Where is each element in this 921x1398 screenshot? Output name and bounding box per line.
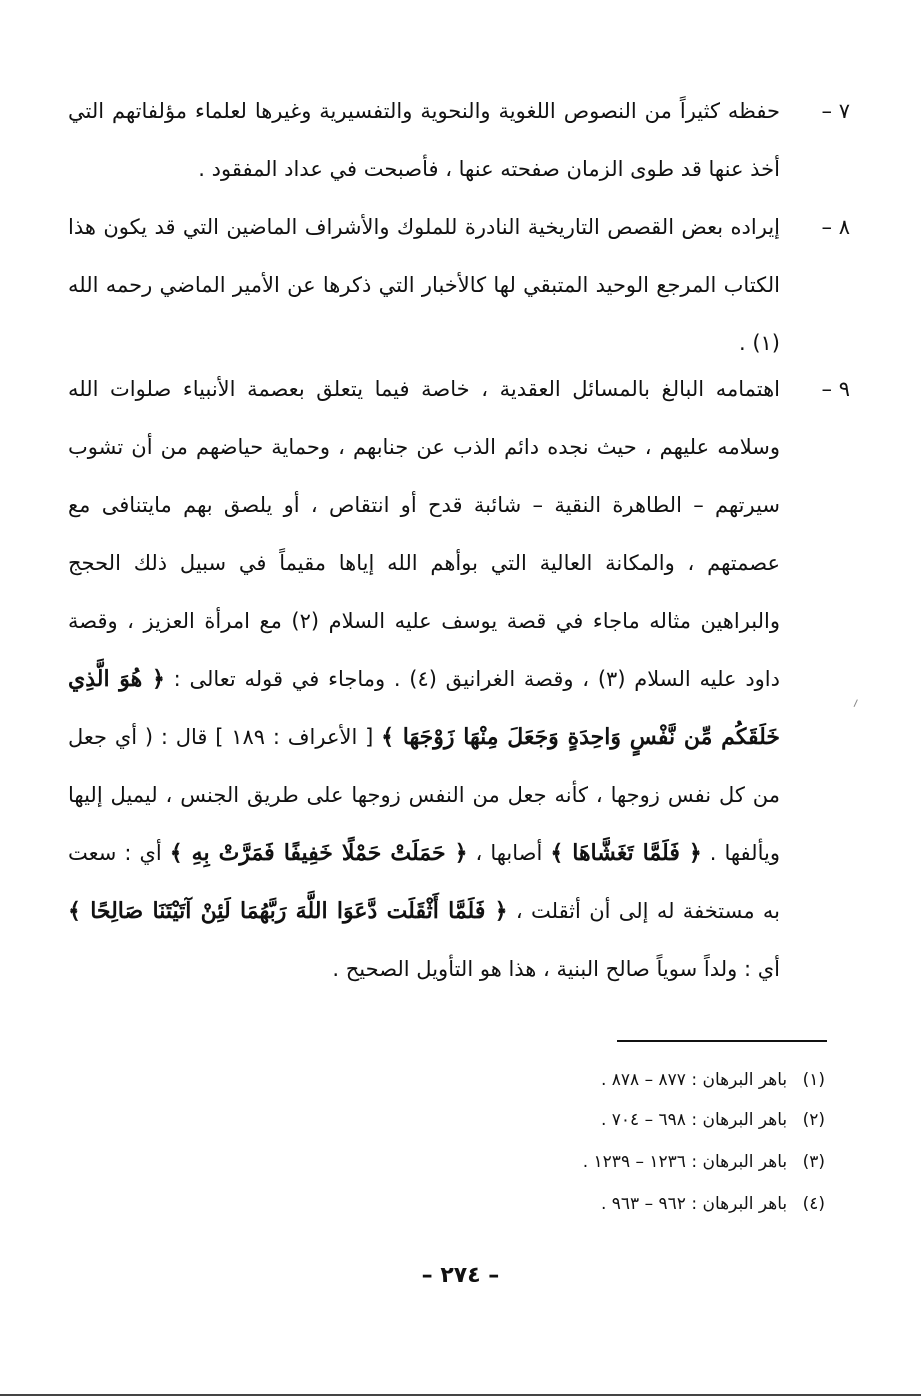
footnote-number: (٣) bbox=[802, 1152, 825, 1172]
stray-mark bbox=[854, 699, 862, 708]
footnote-4 bbox=[601, 1192, 825, 1216]
scan-edge-line bbox=[0, 1394, 921, 1396]
footnote-divider bbox=[617, 1040, 827, 1042]
quran-verse: ﴿ حَمَلَتْ حَمْلًا خَفِيفًا فَمَرَّتْ بِهِ ﴾ bbox=[169, 840, 468, 866]
list-item-8 bbox=[68, 198, 850, 372]
item-number: ٧ – bbox=[821, 99, 850, 123]
footnote-2 bbox=[601, 1108, 825, 1132]
item-number: ٨ – bbox=[821, 215, 850, 239]
item-text: إيراده بعض القصص التاريخية النادرة للملوك والأشراف الماضين التي قد يكون هذا الكتاب المرجع الوحيد المتبقي لها كالأخبار التي ذكرها عن الأمير الماضي رحمه الله (١) . bbox=[68, 215, 780, 355]
footnote-number: (٢) bbox=[802, 1110, 825, 1130]
list-item-7 bbox=[68, 82, 850, 198]
item-text: [ الأعراف : ١٨٩ ] قال : ( أي جعل من كل نفس زوجها ، كأنه جعل من النفس زوجها على طريق الجنس ، ليميل إليها ويألفها . bbox=[68, 725, 780, 865]
footnote-3 bbox=[583, 1150, 825, 1174]
quran-verse: ﴿ فَلَمَّا أَثْقَلَت دَّعَوَا اللَّهَ رَبَّهُمَا لَئِنْ آتَيْتَنَا صَالِحًا ﴾ bbox=[68, 898, 508, 924]
footnote-1 bbox=[601, 1068, 825, 1092]
footnote-text: باهر البرهان : ٩٦٢ – ٩٦٣ . bbox=[600, 1194, 788, 1214]
footnote-number: (١) bbox=[802, 1070, 825, 1090]
item-text: اهتمامه البالغ بالمسائل العقدية ، خاصة فيما يتعلق بعصمة الأنبياء صلوات الله وسلامه عليهم ، حيث نجده دائم الذب عن جنابهم ، وحماية حياضهم من أن تشوب سيرتهم – الطاهرة النقية – شائبة قدح أو انتقاص ، أو يلصق بهم مايتنافى مع عصمتهم ، والمكانة العالية التي بوأهم الله إياها مقيماً في سبيل ذلك الحجج والبراهين مثاله ماجاء في قصة يوسف عليه السلام (٢) مع امرأة العزيز ، وقصة داود عليه السلام (٣) ، وقصة الغرانيق (٤) . وماجاء في قوله تعالى : bbox=[68, 377, 780, 691]
item-text: أصابها ، bbox=[475, 841, 543, 865]
footnote-text: باهر البرهان : ٦٩٨ – ٧٠٤ . bbox=[600, 1110, 788, 1130]
item-text: أي : ولداً سوياً صالح البنية ، هذا هو التأويل الصحيح . bbox=[332, 957, 780, 981]
quran-verse: ﴿ هُوَ الَّذِي خَلَقَكُم مِّن نَّفْسٍ وَاحِدَةٍ وَجَعَلَ مِنْهَا زَوْجَهَا ﴾ bbox=[68, 666, 780, 750]
footnote-number: (٤) bbox=[802, 1194, 825, 1214]
list-item-9 bbox=[68, 360, 850, 998]
page-number: – ٢٧٤ – bbox=[421, 1263, 500, 1288]
item-number: ٩ – bbox=[821, 377, 850, 401]
footnote-text: باهر البرهان : ٨٧٧ – ٨٧٨ . bbox=[600, 1070, 788, 1090]
item-text: أي : سعت به مستخفة له إلى أن أثقلت ، bbox=[68, 841, 780, 923]
item-text: حفظه كثيراً من النصوص اللغوية والنحوية والتفسيرية وغيرها لعلماء مؤلفاتهم التي أخذ عنها قد طوى الزمان صفحته عنها ، فأصبحت في عداد المفقود . bbox=[68, 99, 780, 181]
footnote-text: باهر البرهان : ١٢٣٦ – ١٢٣٩ . bbox=[582, 1152, 788, 1172]
quran-verse: ﴿ فَلَمَّا تَغَشَّاهَا ﴾ bbox=[550, 840, 702, 866]
